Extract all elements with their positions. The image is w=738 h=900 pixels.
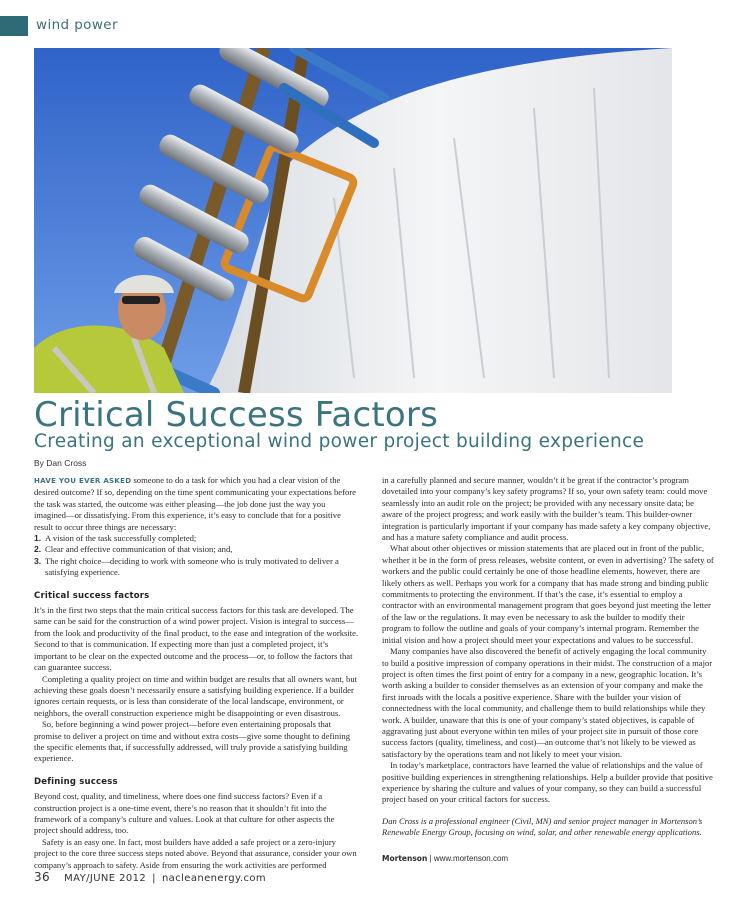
list-number: 2.	[34, 544, 42, 555]
article-column-right	[382, 475, 714, 864]
section-color-tab	[0, 16, 28, 36]
section-heading: Defining success	[34, 776, 118, 787]
company-url-link[interactable]: www.mortenson.com	[433, 853, 509, 863]
list-text: A vision of the task successfully completed;	[45, 533, 197, 544]
intro-lead-caps: HAVE YOU EVER ASKED	[34, 477, 132, 485]
body-paragraph: Safety is an easy one. In fact, most builders have added a safe project or a zero-injury project to the core three success steps noted above. Beyond that assurance, consider your own company’s approach to safety. Aside from ensuring the work activities are performed	[34, 836, 357, 870]
body-paragraph: What about other objectives or mission statements that are placed out in front of the public, whether it be in the form of press releases, website content, or even in advertising? The safety of workers and the public could certainly be one of those headline elements, however, there are likely others as well. Perhaps you work for a company that has made strong and binding public commitments to protecting the environment. If that’s the case, it’s essential to employ a contractor with an environmental management program that goes beyond just meeting the letter of the law or the regulations. It may even be necessary to ask the builder to modify their program to follow the outline and goals of your company’s internal program. Remember the initial vision and how a project should meet your expectations and values to be successful.	[382, 543, 714, 645]
requirements-list	[34, 533, 359, 579]
body-paragraph: So, before beginning a wind power project—before even entertaining proposals that promise to deliver a project on time and without extra costs—give some thought to defining the specific elements that, if successfully addressed, will truly provide a satisfying building experience.	[34, 719, 350, 764]
credit-separator: |	[427, 853, 434, 863]
section-label: wind power	[36, 17, 118, 33]
list-text: The right choice—deciding to work with someone who is truly motivated to deliver a satisfying experience.	[45, 555, 339, 578]
body-paragraph: In today’s marketplace, contractors have learned the value of relationships and the value of positive building experiences in strengthening relationships. Help a builder provide that positive experience by sharing the culture and values of your company, so they can build a successful project based on your critical factors for success.	[382, 760, 713, 805]
page-number: 36	[34, 870, 51, 884]
body-paragraph: in a carefully planned and secure manner, wouldn’t it be great if the contractor’s program dovetailed into your company’s key safety programs? If so, your own safety team: could move seamlessly into an audit role on the project; be provided with any necessary onsite data; be aware of the project progress; and work easily with the builder’s team. This builder-owner integration is particularly important if your company has made safety a key company objective, and has a mature safety compliance and audit process.	[382, 475, 711, 543]
list-text: Clear and effective communication of that vision; and,	[45, 544, 233, 555]
list-number: 3.	[34, 555, 42, 566]
author-bio: Dan Cross is a professional engineer (Civil, MN) and senior project manager in Mortenson’s Renewable Energy Group, focusing on wind, solar, and other renewable energy applications.	[382, 815, 703, 838]
list-item	[34, 544, 359, 555]
section-heading: Critical success factors	[34, 590, 150, 601]
company-name: Mortenson	[382, 853, 428, 863]
body-paragraph: Completing a quality project on time and within budget are results that all owners want, but achieving these goals doesn’t necessarily ensure a satisfying building experience. If a builder ignores certain requests, or is less than considerate of the local landscape, environment, or neighbors, the overall construction experience might be disappointing or even disastrous.	[34, 673, 358, 718]
list-item	[34, 533, 359, 544]
article-subtitle: Creating an exceptional wind power project building experience	[34, 431, 645, 452]
list-item	[34, 556, 359, 579]
site-link[interactable]: nacleanenergy.com	[161, 873, 267, 884]
company-credit	[382, 853, 714, 864]
hero-photo	[34, 48, 672, 393]
intro-text: someone to do a task for which you had a clear vision of the desired outcome? If so, depending on the time spent communicating your expectations before the task was started, the outcome was either pleasing—the job done just the way you imagined—or dissatisfying. From this experience, it’s easy to conclude that for a positive result to occur three things are necessary:	[34, 475, 356, 532]
issue-date: MAY/JUNE 2012	[64, 873, 147, 884]
list-number: 1.	[34, 533, 42, 544]
article-column-left	[34, 475, 359, 871]
photo-image-icon	[34, 48, 672, 393]
body-paragraph: Many companies have also discovered the benefit of actively engaging the local community to build a positive impression of company operations in their midst. The construction of a major project is often times the first point of entry for a company in a new, geographic location. It’s worth asking a builder to consider themselves as an extension of your company and make the first inroads with the locals a positive experience. Share with the builder your vision of connectedness with the local community, and challenge them to build relationships while they work. A builder, unaware that this is one of your company’s stated objectives, is capable of aggravating just about everyone within ten miles of your project site in pursuit of those core success factors (quality, timeliness, and cost)—an outcome that’s not likely to be viewed as satisfactory by the operations team and not likely to meet your vision.	[382, 646, 713, 759]
body-paragraph: Beyond cost, quality, and timeliness, where does one find success factors? Even if a construction project is a one-time event, there’s no reason that it shouldn’t fit into the framework of a company’s culture and values. Look at that culture for other aspects the project should address, too.	[34, 791, 335, 836]
article-title: Critical Success Factors	[34, 395, 438, 435]
footer-separator: |	[152, 873, 156, 884]
byline: By Dan Cross	[34, 458, 87, 468]
intro-paragraph	[34, 475, 359, 533]
body-paragraph: It’s in the first two steps that the main critical success factors for this task are developed. The same can be said for the construction of a wind power project. Vision is integral to success—from the look and productivity of the final product, to the ease and integration of the worksite. Second to that is communication. If expecting more than just a completed project, it’s important to be clear on the expected outcome and the process—or, to follow the factors that can guarantee success.	[34, 605, 359, 673]
page-footer	[34, 870, 266, 884]
